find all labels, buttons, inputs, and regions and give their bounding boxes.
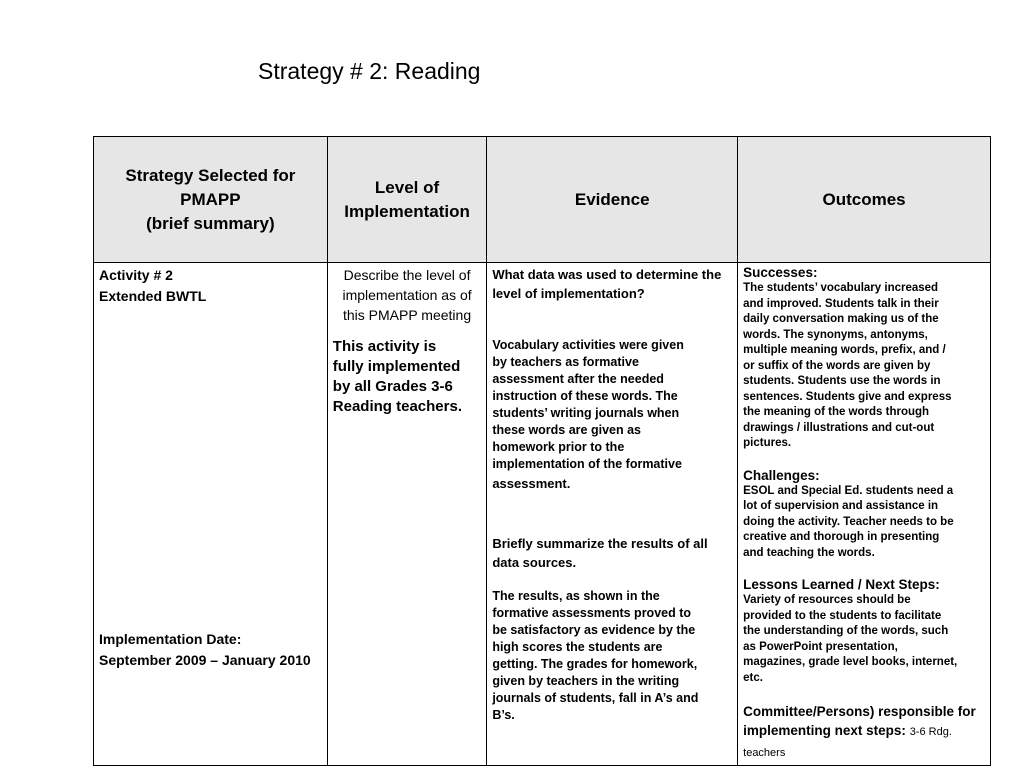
page-title: Strategy # 2: Reading <box>258 58 481 84</box>
table-row <box>94 263 991 766</box>
challenges-label: Challenges: <box>743 467 820 483</box>
evidence-question-2: Briefly summarize the results of all data sources. <box>492 536 708 570</box>
activity-name: Activity # 2 <box>99 267 173 283</box>
level-prompt: Describe the level of implementation as of this PMAPP meeting <box>342 267 472 323</box>
evidence-answer-1: Vocabulary activities were given by teachers as formative assessment after the needed instruction of these words. The students’ writing journals when these words are given as homework prior to the implementation of the formative assessment. <box>492 338 684 491</box>
activity-strategy: Extended BWTL <box>99 288 207 304</box>
outcomes-cell <box>738 263 991 766</box>
activity-cell <box>94 263 328 766</box>
header-evidence: Evidence <box>487 137 738 263</box>
table-header-row <box>94 137 991 263</box>
level-status: This activity is fully implemented by all Grades 3-6 Reading teachers. <box>332 338 462 415</box>
evidence-question-1: What data was used to determine the level of implementation? <box>492 267 722 301</box>
successes-label: Successes: <box>743 265 818 280</box>
header-level-of-implementation: Level of Implementation <box>327 137 487 263</box>
lessons-label: Lessons Learned / Next Steps: <box>743 577 940 592</box>
implementation-date: September 2009 – January 2010 <box>99 652 311 668</box>
implementation-date-block <box>99 629 311 671</box>
evidence-answer-2: The results, as shown in the formative assessments proved to be satisfactory as evidence by the high scores the students are getting. The grades for homework, given by teachers in the writing journals of students, fall in A’s and B’s. <box>492 589 699 722</box>
challenges-text: ESOL and Special Ed. students need a lot of supervision and assistance in doing the activity. Teacher needs to be creative and thorough in presenting and teaching the words. <box>743 484 954 559</box>
committee-value: 3-6 Rdg. teachers <box>743 726 952 759</box>
successes-text: The students’ vocabulary increased and improved. Students talk in their daily conversation making us of the words. The synonyms, antonyms, multiple meaning words, prefix, and / or suffix of the words are given by students. Students use the words in sentences. Students give and express the meaning of the words through drawings / illustrations and cut-out pictures. <box>743 282 952 449</box>
level-cell <box>327 263 487 766</box>
implementation-date-label: Implementation Date: <box>99 631 242 647</box>
evidence-cell <box>487 263 738 766</box>
header-outcomes: Outcomes <box>738 137 991 263</box>
lessons-text: Variety of resources should be provided to the students to facilitate the understanding of the words, such as PowerPoint presentation, magazines, grade level books, internet, etc. <box>743 594 958 684</box>
committee-label: Committee/Persons) responsible for implementing next steps: 3-6 Rdg. teachers <box>743 704 976 759</box>
header-strategy-selected: Strategy Selected for PMAPP (brief summary) <box>94 137 328 263</box>
pmapp-strategy-table <box>93 136 991 766</box>
